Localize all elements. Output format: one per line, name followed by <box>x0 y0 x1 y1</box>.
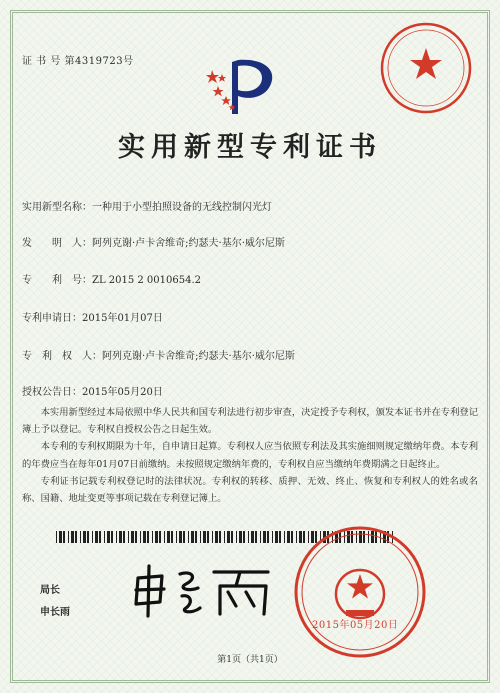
field-value: 2015年05月20日 <box>82 387 163 398</box>
field-application-date <box>22 309 163 324</box>
field-value: 2015年01月07日 <box>82 313 163 324</box>
seal-date: 2015年05月20日 <box>312 620 399 631</box>
body-paragraph: 专利证书记载专利权登记时的法律状况。专利权的转移、质押、无效、终止、恢复和专利权人的姓名或名称、国籍、地址变更等事项记载在专利登记簿上。 <box>22 475 478 505</box>
field-label: 授权公告日： <box>22 387 82 398</box>
field-utility-model-name <box>22 198 272 213</box>
field-patentee <box>22 347 295 362</box>
national-seal-icon <box>290 522 430 662</box>
signature-name: 申长雨 <box>40 607 70 618</box>
field-value: 一种用于小型拍照设备的无线控制闪光灯 <box>92 202 272 213</box>
certificate-number: 证 书 号 第4319723号 <box>22 56 134 67</box>
body-paragraph: 本专利的专利权期限为十年，自申请日起算。专利权人应当依照专利法及其实施细则规定缴纳年费。本专利的年费应当在每年01月07日前缴纳。未按照规定缴纳年费的，专利权自应当缴纳年费期满之日起终止。 <box>22 441 478 470</box>
field-value: 阿列克谢·卢卡舍维奇;约瑟夫·基尔·威尔尼斯 <box>92 238 285 249</box>
field-label: 发 明 人： <box>22 238 92 249</box>
field-value: ZL 2015 2 0010654.2 <box>92 275 202 286</box>
patent-office-logo-icon <box>204 52 284 118</box>
body-paragraph: 本实用新型经过本局依照中华人民共和国专利法进行初步审查，决定授予专利权，颁发本证书并在专利登记簿上予以登记。专利权自授权公告之日起生效。 <box>22 407 478 436</box>
certificate-body <box>22 404 478 507</box>
page-number: 第1页（共1页） <box>217 655 283 665</box>
certificate-title: 实用新型专利证书 <box>118 132 382 163</box>
field-label: 实用新型名称： <box>22 202 92 213</box>
field-inventor <box>22 234 285 249</box>
field-grant-date <box>22 383 163 398</box>
field-value: 阿列克谢·卢卡舍维奇;约瑟夫·基尔·威尔尼斯 <box>102 351 295 362</box>
field-label: 专 利 权 人： <box>22 351 102 362</box>
handwritten-signature-icon <box>128 560 278 618</box>
patent-office-seal-icon <box>378 20 474 116</box>
signature-title: 局长 <box>40 585 60 596</box>
field-patent-number <box>22 271 201 286</box>
signature-block <box>40 580 70 624</box>
field-label: 专利申请日： <box>22 313 82 324</box>
field-label: 专 利 号： <box>22 275 92 286</box>
